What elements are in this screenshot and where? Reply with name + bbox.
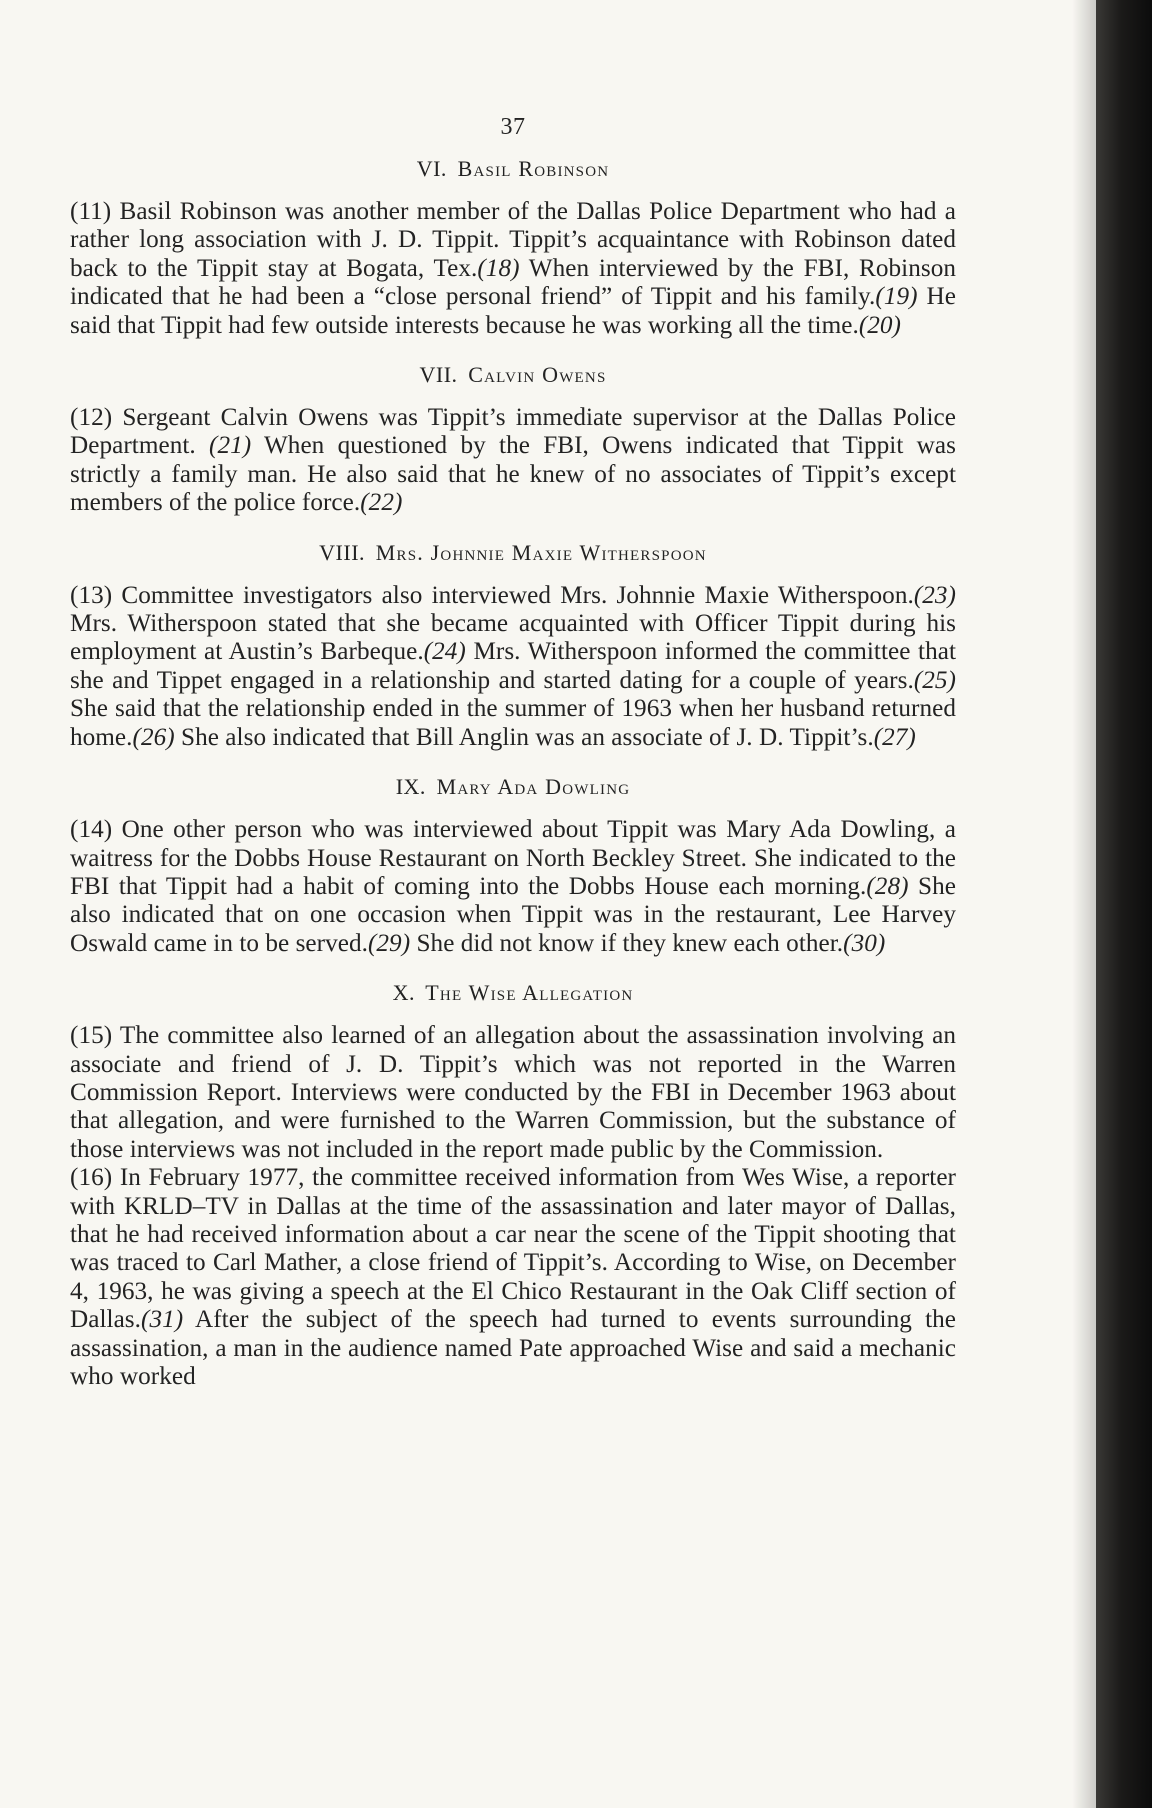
section-title: Mrs. Johnnie Maxie Witherspoon [375, 539, 707, 565]
paragraph [70, 582, 956, 752]
section-heading [70, 360, 956, 390]
paragraph-text: When interviewed by the FBI, Robinson indicated that he had been a “close personal friend” of Tippit and his family. [70, 254, 956, 311]
paragraph-text: Mrs. Witherspoon stated that she became acquainted with Officer Tippit during his employment at Austin’s Barbeque. [70, 610, 956, 666]
section-title: Calvin Owens [468, 362, 607, 388]
citation-ref: (26) [132, 723, 175, 751]
citation-ref: (30) [843, 929, 886, 957]
citation-ref: (23) [913, 581, 956, 609]
paragraph [70, 404, 956, 518]
section-numeral: VII. [419, 362, 458, 388]
paragraph-text: She said that the relationship ended in the summer of 1963 when her husband returned home. [70, 695, 956, 751]
paragraph-text: She did not know if they knew each other. [410, 929, 844, 957]
sections-container [70, 154, 956, 1391]
page-number: 37 [500, 114, 526, 140]
citation-ref: (20) [858, 311, 901, 339]
section-numeral: IX. [395, 774, 426, 800]
section-heading [70, 772, 956, 802]
paragraph-text: (15) The committee also learned of an allegation about the assassination involving an associate and friend of J. D. Tippit’s which was not reported in the Warren Commission Report. Interviews were conducted by the FBI in December 1963 about that allegation, and were furnished to the Warren Commission, but the substance of those interviews was not included in the report made public by the Commission. [70, 1022, 956, 1163]
scan-dark-edge [1096, 0, 1152, 1808]
paragraph-text: Mrs. Witherspoon informed the committee that she and Tippet engaged in a relationship and started dating for a couple of years. [70, 638, 957, 694]
section-heading [70, 978, 956, 1008]
paragraph-text: He said that Tippit had few outside interests because he was working all the time. [70, 283, 956, 339]
citation-ref: (22) [360, 489, 403, 517]
citation-ref: (18) [477, 254, 520, 282]
paragraph-text: (11) Basil Robinson was another member of the Dallas Police Department who had a rather long association with J. D. Tippit. Tippit’s acquaintance with Robinson dated back to the Tippit stay at Bogata, Tex. [70, 198, 956, 282]
paragraph [70, 1164, 956, 1391]
paragraph-text: (12) Sergeant Calvin Owens was Tippit’s immediate supervisor at the Dallas Police Department. [70, 404, 956, 460]
citation-ref: (29) [367, 929, 411, 957]
paragraph-text: She also indicated that Bill Anglin was an associate of J. D. Tippit’s. [174, 723, 874, 751]
citation-ref: (25) [913, 666, 956, 694]
section-numeral: X. [392, 980, 415, 1006]
citation-ref: (28) [866, 872, 909, 900]
section-title: Mary Ada Dowling [436, 774, 631, 800]
paragraph-text: (16) In February 1977, the committee received information from Wes Wise, a reporter with KRLD–TV in Dallas at the time of the assassination and later mayor of Dallas, that he had received information about a car near the scene of the Tippit shooting that was traced to Carl Mather, a close friend of Tippit’s. According to Wise, on December 4, 1963, he was giving a speech at the El Chico Restaurant in the Oak Cliff section of Dallas. [70, 1164, 956, 1334]
paragraph [70, 1022, 956, 1164]
citation-ref: (27) [873, 723, 916, 751]
section-heading [70, 154, 956, 184]
page-content [70, 108, 956, 1397]
paragraph-text: (14) One other person who was interviewed about Tippit was Mary Ada Dowling, a waitress for the Dobbs House Restaurant on North Beckley Street. She indicated to the FBI that Tippit had a habit of coming into the Dobbs House each morning. [70, 816, 956, 900]
citation-ref: (31) [141, 1306, 184, 1334]
paragraph-text: When questioned by the FBI, Owens indicated that Tippit was strictly a family man. He also said that he knew of no associates of Tippit’s except members of the police force. [70, 432, 956, 517]
section-numeral: VI. [416, 156, 447, 181]
binding-shadow [1072, 0, 1096, 1808]
citation-ref: (21) [209, 432, 252, 460]
paragraph-text: After the subject of the speech had turned to events surrounding the assassination, a man in the audience named Pate approached Wise and said a mechanic who worked [70, 1306, 956, 1390]
section-numeral: VIII. [319, 539, 366, 565]
section-title: The Wise Allegation [425, 980, 634, 1006]
paragraph-text: (13) Committee investigators also interviewed Mrs. Johnnie Maxie Witherspoon. [70, 581, 914, 609]
citation-ref: (19) [875, 283, 918, 311]
paragraph [70, 816, 956, 958]
paragraph [70, 198, 956, 340]
paragraph-text: She also indicated that on one occasion when Tippit was in the restaurant, Lee Harvey Oswald came in to be served. [70, 872, 956, 957]
section-heading [70, 538, 956, 568]
section-title: Basil Robinson [457, 156, 610, 181]
citation-ref: (24) [423, 638, 466, 666]
